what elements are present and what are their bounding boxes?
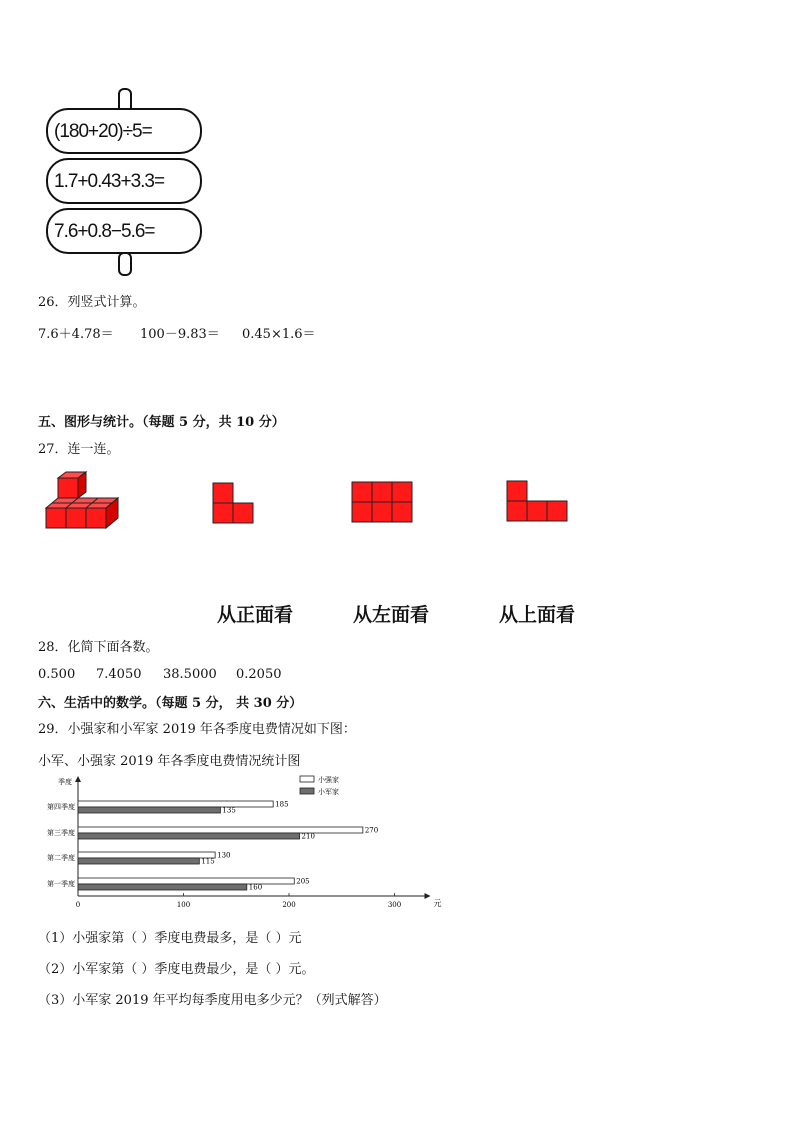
q28-number-2: 7.4050 <box>96 667 142 682</box>
category-label: 第三季度 <box>47 829 75 837</box>
legend-label: 小强家 <box>318 776 339 784</box>
expression-1: (180+20)÷5= <box>54 121 152 142</box>
q28-number-1: 0.500 <box>38 667 76 682</box>
bar-xiaojun <box>78 833 300 839</box>
q29-sub-3: （3）小军家 2019 年平均每季度用电多少元？（列式解答） <box>38 993 387 1008</box>
electricity-bar-chart <box>38 772 442 914</box>
bar-value-label: 210 <box>301 832 315 841</box>
q28-number-4: 0.2050 <box>236 667 282 682</box>
q26-item-2: 100－9.83＝ <box>140 327 220 342</box>
bar-xiaoqiang <box>78 852 215 858</box>
category-label: 第四季度 <box>47 803 75 811</box>
view-label-front: 从正面看 <box>217 604 294 626</box>
q26-item-3: 0.45×1.6＝ <box>242 327 316 342</box>
y-axis-arrow <box>75 776 81 782</box>
skewer-stick-bottom <box>118 252 132 276</box>
bar-xiaojun <box>78 807 220 813</box>
bar-value-label: 270 <box>364 826 379 835</box>
skewer-bead-3 <box>46 208 202 254</box>
section-6-heading: 六、生活中的数学。（每题 5 分， 共 30 分） <box>38 696 303 711</box>
x-tick-label: 0 <box>75 901 81 909</box>
view-shape-c <box>506 480 570 522</box>
q28-title: 28．化简下面各数。 <box>38 640 159 655</box>
q28-number-3: 38.5000 <box>163 667 217 682</box>
x-tick-label: 300 <box>387 901 402 909</box>
y-axis-label: 季度 <box>58 778 72 786</box>
q29-title: 29．小强家和小军家 2019 年各季度电费情况如下图： <box>38 722 356 737</box>
expression-2: 1.7+0.43+3.3= <box>54 171 165 192</box>
bar-xiaojun <box>78 884 247 890</box>
bar-value-label: 160 <box>248 883 263 892</box>
bar-value-label: 205 <box>296 877 310 886</box>
x-tick-label: 200 <box>282 901 296 909</box>
view-label-left: 从左面看 <box>353 604 430 626</box>
x-axis-arrow <box>425 893 431 899</box>
q29-sub-1: （1）小强家第（ ）季度电费最多，是（ ）元 <box>38 931 302 946</box>
bar-value-label: 185 <box>275 800 289 809</box>
bar-xiaoqiang <box>78 827 363 833</box>
view-shape-a <box>212 482 256 524</box>
skewer-bead-1 <box>46 108 202 154</box>
section-5-heading: 五、图形与统计。（每题 5 分，共 10 分） <box>38 415 285 430</box>
q26-title: 26．列竖式计算。 <box>38 295 146 310</box>
x-axis-label: 元 <box>433 899 442 908</box>
bar-value-label: 130 <box>217 851 231 860</box>
chart-title: 小军、小强家 2019 年各季度电费情况统计图 <box>38 754 301 769</box>
q29-sub-2: （2）小军家第（ ）季度电费最少，是（ ）元。 <box>38 962 315 977</box>
expression-3: 7.6+0.8−5.6= <box>54 221 155 242</box>
skewer-bead-2 <box>46 158 202 204</box>
view-label-top: 从上面看 <box>499 604 576 626</box>
cube-stack-figure <box>44 470 126 530</box>
view-shape-b <box>351 481 413 523</box>
bar-value-label: 115 <box>201 857 215 866</box>
legend-swatch <box>300 788 314 794</box>
category-label: 第一季度 <box>47 880 75 888</box>
legend-label: 小军家 <box>318 788 339 796</box>
bar-value-label: 135 <box>222 806 236 815</box>
q26-item-1: 7.6＋4.78＝ <box>38 327 114 342</box>
q27-title: 27．连一连。 <box>38 442 120 457</box>
category-label: 第二季度 <box>47 854 75 862</box>
legend-swatch <box>300 776 314 782</box>
x-tick-label: 100 <box>176 901 191 909</box>
bar-xiaoqiang <box>78 801 273 807</box>
bar-xiaojun <box>78 858 199 864</box>
